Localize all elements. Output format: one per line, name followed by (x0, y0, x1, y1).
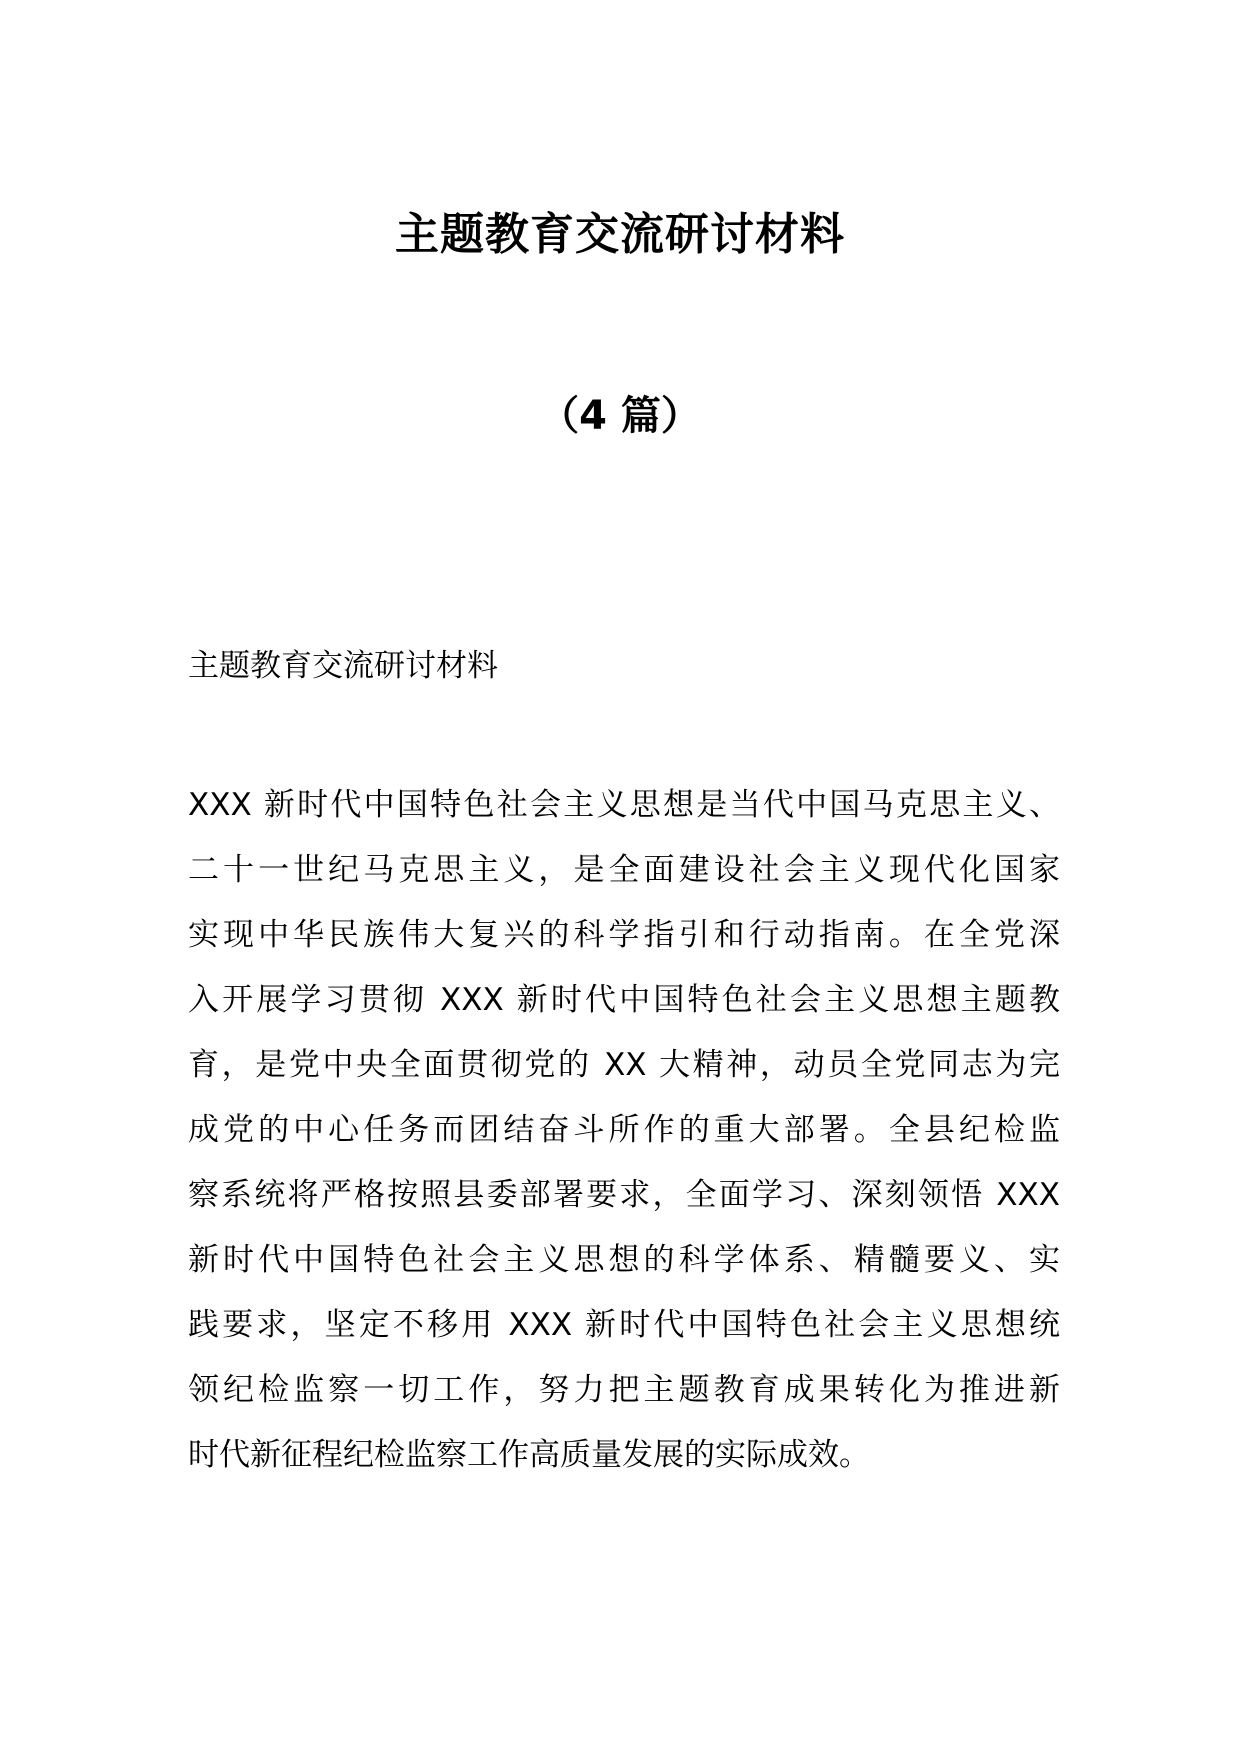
section-heading: 主题教育交流研讨材料 (188, 648, 498, 684)
body-line: 育，是党中央全面贯彻党的 XX 大精神，动员全党同志为完 (188, 1047, 1060, 1083)
body-paragraph (188, 773, 1060, 1488)
body-line: 察系统将严格按照县委部署要求，全面学习、深刻领悟 XXX (188, 1177, 1060, 1213)
body-line: 时代新征程纪检监察工作高质量发展的实际成效。 (188, 1437, 870, 1473)
body-line: 入开展学习贯彻 XXX 新时代中国特色社会主义思想主题教 (188, 982, 1060, 1018)
body-line: 践要求，坚定不移用 XXX 新时代中国特色社会主义思想统 (188, 1307, 1060, 1343)
body-line: XXX 新时代中国特色社会主义思想是当代中国马克思主义、 (188, 787, 1060, 823)
body-line: 领纪检监察一切工作，努力把主题教育成果转化为推进新 (188, 1372, 1060, 1408)
body-line: 二十一世纪马克思主义，是全面建设社会主义现代化国家 (188, 852, 1060, 888)
body-line: 实现中华民族伟大复兴的科学指引和行动指南。在全党深 (188, 917, 1060, 953)
document-subtitle: （4 篇） (539, 393, 701, 439)
body-line: 新时代中国特色社会主义思想的科学体系、精髓要义、实 (188, 1242, 1060, 1278)
document-title: 主题教育交流研讨材料 (395, 209, 845, 260)
body-line: 成党的中心任务而团结奋斗所作的重大部署。全县纪检监 (188, 1112, 1060, 1148)
